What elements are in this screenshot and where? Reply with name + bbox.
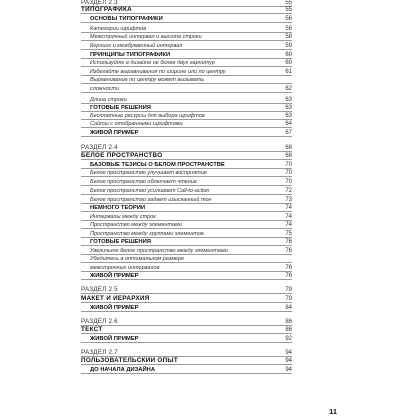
toc-entry-page: 94 (285, 350, 292, 356)
toc-entry-title: ТЕКСТ (81, 326, 103, 333)
toc-entry-page: 60 (285, 60, 292, 66)
toc-entry-title: Белое пространство облегчает чтение (90, 179, 197, 185)
toc-row-chapter[interactable] (81, 5, 292, 14)
toc-entry-title: Убедитесь в оптимальном размере (90, 256, 185, 262)
toc-entry-title: Интервалы между строк (90, 214, 156, 220)
toc-row-group[interactable] (81, 271, 292, 280)
toc-entry-page: 84 (285, 305, 292, 311)
toc-entry-page: 68 (285, 153, 292, 159)
toc-entry-page: 68 (285, 145, 292, 151)
toc-entry-title: межстрочных интервалов (90, 265, 160, 271)
page-number: 11 (329, 407, 337, 416)
toc-entry-page: 94 (285, 358, 292, 364)
toc-row-chapter[interactable] (81, 325, 292, 334)
row-rule (81, 373, 292, 374)
toc-entry-title: Пространство между группами элементов (90, 231, 204, 237)
toc-row-item[interactable] (81, 84, 292, 93)
toc-row-item[interactable] (81, 32, 292, 41)
toc-row-item[interactable] (81, 168, 292, 177)
toc-row-item[interactable] (81, 58, 292, 67)
row-rule (81, 22, 292, 23)
toc-entry-title: ГОТОВЫЕ РЕШЕНИЯ (90, 239, 151, 245)
toc-entry-title: Длина строки (90, 97, 127, 103)
toc-entry-title: Бесплатные ресурсы для выбора шрифтов (90, 113, 205, 119)
toc-row-item[interactable] (81, 186, 292, 195)
toc-entry-title: БЕЛОЕ ПРОСТРАНСТВО (81, 152, 163, 159)
toc-entry-page: 63 (285, 105, 292, 111)
toc-row-chapter[interactable] (81, 151, 292, 160)
row-rule (81, 279, 292, 280)
toc-entry-title: Категории шрифтов (90, 26, 147, 32)
toc-entry-page: 62 (285, 86, 292, 92)
toc-entry-page: 79 (285, 296, 292, 302)
toc-row-group[interactable] (81, 303, 292, 312)
toc-row-group[interactable] (81, 237, 292, 246)
toc-entry-page: 75 (285, 231, 292, 237)
toc-entry-title: Кернинг и межбуквенный интервал (90, 43, 183, 49)
toc-entry-page: 63 (285, 97, 292, 103)
toc-row-group[interactable] (81, 203, 292, 212)
toc-entry-page: 74 (285, 214, 292, 220)
toc-entry-page: 76 (285, 273, 292, 279)
toc-row-group[interactable] (81, 14, 292, 23)
row-rule (81, 342, 292, 343)
toc-entry-title: ПОЛЬЗОВАТЕЛЬСКИЙ ОПЫТ (81, 357, 179, 364)
toc-row-chapter[interactable] (81, 294, 292, 303)
toc-entry-page: 55 (285, 7, 292, 13)
toc-entry-page: 76 (285, 248, 292, 254)
toc-entry-page: 63 (285, 113, 292, 119)
toc-entry-title: ЖИВОЙ ПРИМЕР (90, 273, 139, 279)
toc-entry-page: 73 (285, 197, 292, 203)
toc-row-group[interactable] (81, 334, 292, 343)
toc-entry-title: Увеличьте белое пространство между элементами (90, 248, 228, 254)
toc-entry-page: 60 (285, 52, 292, 58)
row-rule (81, 311, 292, 312)
toc-entry-page: 55 (285, 0, 292, 6)
toc-entry-title: ДО НАЧАЛА ДИЗАЙНА (90, 367, 156, 373)
toc-entry-page: 61 (285, 69, 292, 75)
toc-entry-title: ЖИВОЙ ПРИМЕР (90, 305, 139, 311)
toc-entry-page: 86 (285, 327, 292, 333)
toc-entry-title: Пространство между элементами (90, 222, 182, 228)
toc-row-item[interactable] (81, 254, 292, 263)
toc-entry-title: ОСНОВЫ ТИПОГРАФИКИ (90, 16, 163, 22)
toc-row-item[interactable] (81, 177, 292, 186)
toc-entry-title: НЕМНОГО ТЕОРИИ (90, 205, 146, 211)
toc-entry-title: МАКЕТ И ИЕРАРХИЯ (81, 295, 150, 302)
row-rule (81, 136, 292, 137)
toc-row-item[interactable] (81, 119, 292, 128)
toc-entry-title: ЖИВОЙ ПРИМЕР (90, 130, 139, 136)
toc-entry-page: 58 (285, 34, 292, 40)
toc-entry-title: РАЗДЕЛ 2.3 (81, 0, 118, 6)
toc-entry-page: 70 (285, 162, 292, 168)
toc-entry-page: 56 (285, 16, 292, 22)
toc-entry-title: БАЗОВЫЕ ТЕЗИСЫ О БЕЛОМ ПРОСТРАНСТВЕ (90, 162, 225, 168)
toc-entry-page: 86 (285, 319, 292, 325)
toc-entry-title: Белое пространство усиливает Call-to-action (90, 188, 210, 194)
toc-entry-title: РАЗДЕЛ 2.7 (81, 349, 118, 356)
toc-entry-title: РАЗДЕЛ 2.6 (81, 318, 118, 325)
toc-entry-page: 59 (285, 43, 292, 49)
toc-entry-title: Межстрочный интервал и высота строки (90, 34, 202, 40)
toc-entry-page: 56 (285, 26, 292, 32)
toc-entry-title: РАЗДЕЛ 2.4 (81, 144, 118, 151)
toc-entry-page: 64 (285, 121, 292, 127)
toc-entry-page: 79 (285, 287, 292, 293)
toc-entry-title: Белое пространство задает изысканный тон (90, 197, 212, 203)
toc-entry-page: 70 (285, 170, 292, 176)
toc-entry-page: 74 (285, 205, 292, 211)
toc-entry-title: РАЗДЕЛ 2.5 (81, 286, 118, 293)
toc-entry-title: ЖИВОЙ ПРИМЕР (90, 336, 139, 342)
toc-entry-title: Избегайте выравнивания по ширине или по центру (90, 69, 226, 75)
row-rule (81, 92, 292, 93)
toc-entry-title: Сайты с отобранными шрифтами (90, 121, 183, 127)
toc-row-item[interactable] (81, 41, 292, 50)
toc-entry-page: 74 (285, 222, 292, 228)
toc-row-item[interactable] (81, 75, 292, 84)
toc-row-section[interactable] (81, 285, 292, 294)
toc-row-group[interactable] (81, 128, 292, 137)
toc-entry-page: 67 (285, 130, 292, 136)
toc-entry-page: 76 (285, 239, 292, 245)
toc-entry-page: 76 (285, 265, 292, 271)
toc-entry-title: Белое пространство улучшает восприятие (90, 170, 207, 176)
toc-row-group[interactable] (81, 365, 292, 374)
toc-entry-title: ГОТОВЫЕ РЕШЕНИЯ (90, 105, 151, 111)
toc-entry-title: сложности (90, 86, 120, 92)
toc-entry-page: 70 (285, 179, 292, 185)
toc-row-item[interactable] (81, 220, 292, 229)
toc-entry-title: ТИПОГРАФИКА (81, 6, 132, 13)
toc-entry-title: Используйте в дизайне не более двух гарнитур (90, 60, 215, 66)
toc-entry-page: 92 (285, 336, 292, 342)
toc-entry-page: 72 (285, 188, 292, 194)
toc-entry-page: 94 (285, 367, 292, 373)
toc-entry-title: Выравнивание по центру может вызывать (90, 77, 205, 83)
toc-row-chapter[interactable] (81, 356, 292, 365)
toc-entry-title: ПРИНЦИПЫ ТИПОГРАФИКИ (90, 52, 171, 58)
